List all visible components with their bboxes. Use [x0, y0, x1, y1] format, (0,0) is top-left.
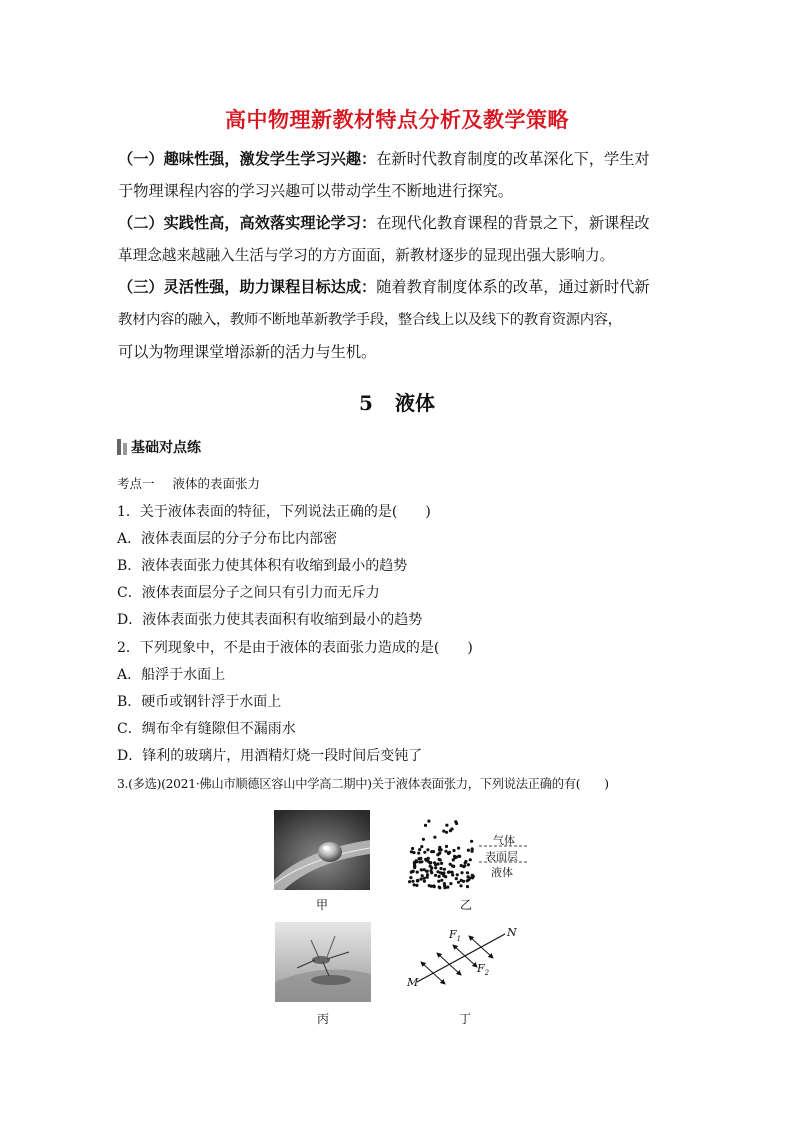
- ding-label-f2: [477, 962, 489, 977]
- question-2-stem: 2．下列现象中，不是由于液体的表面张力造成的是( ): [117, 640, 473, 656]
- molecule-dot: [428, 884, 431, 887]
- molecule-dot: [455, 877, 458, 880]
- molecule-dot: [426, 870, 429, 873]
- molecule-dot: [437, 862, 440, 865]
- ding-f1-letter: F: [449, 928, 457, 941]
- molecule-dot: [433, 861, 436, 864]
- molecule-dot: [468, 877, 471, 880]
- intro-text-1a: 在新时代教育制度的改革深化下，学生对: [376, 150, 650, 168]
- question-1-stem: 1．关于液体表面的特征，下列说法正确的是( ): [117, 504, 431, 520]
- ding-f1-sub: 1: [456, 935, 462, 944]
- molecule-dot: [429, 865, 432, 868]
- molecule-dot: [438, 846, 441, 849]
- molecule-dot: [439, 867, 442, 870]
- practice-heading: [117, 437, 201, 457]
- yi-label-surface: 表面层: [485, 850, 518, 863]
- question-2-option-a: A．船浮于水面上: [117, 667, 226, 683]
- molecule-dot: [467, 849, 470, 852]
- molecule-dot: [452, 858, 455, 861]
- molecule-dot: [420, 878, 423, 881]
- practice-label: 基础对点练: [131, 440, 201, 456]
- molecule-dot: [429, 861, 432, 864]
- molecule-dot: [416, 879, 419, 882]
- molecule-dot: [466, 879, 469, 882]
- figure-jia-droplet-photo: [274, 810, 370, 890]
- molecule-dot: [469, 858, 472, 861]
- molecule-dot: [440, 879, 443, 882]
- ding-label-f1: [449, 928, 461, 943]
- caption-jia: 甲: [315, 898, 328, 912]
- molecule-dot: [445, 845, 448, 848]
- intro-text-2a: 在现代化教育课程的背景之下，新课程改: [376, 214, 650, 232]
- molecule-dot: [452, 849, 455, 852]
- molecule-dot: [449, 829, 452, 832]
- intro-text-2b: 革理念越来越融入生活与学习的方方面面，新教材逐步的显现出强大影响力。: [118, 247, 615, 264]
- molecule-dot: [460, 871, 463, 874]
- ding-f2-sub: 2: [484, 969, 490, 978]
- molecule-dot: [409, 876, 412, 879]
- molecule-dot: [416, 871, 419, 874]
- molecule-dot: [433, 836, 436, 839]
- molecule-dot: [467, 863, 470, 866]
- intro-text-3b: 教材内容的融入，教师不断地革新教学手段，整合线上以及线下的教育资源内容，: [118, 312, 622, 328]
- molecule-dot: [408, 880, 411, 883]
- section-title: [0, 387, 794, 416]
- molecule-dot: [420, 868, 423, 871]
- molecule-dot: [455, 822, 458, 825]
- molecule-dot: [417, 857, 420, 860]
- molecule-dot: [440, 862, 443, 865]
- molecule-dot: [455, 856, 458, 859]
- molecule-dot: [462, 865, 465, 868]
- molecule-dot: [449, 882, 452, 885]
- molecule-dot: [456, 873, 459, 876]
- document-title: 高中物理新教材特点分析及教学策略: [225, 108, 569, 132]
- intro-text-3c: 可以为物理课堂增添新的活力与生机。: [118, 343, 377, 361]
- intro-paragraph-2: [118, 207, 678, 272]
- question-2-option-d: D．锋利的玻璃片，用酒精灯烧一段时间后变钝了: [117, 748, 423, 764]
- molecule-dot: [439, 858, 442, 861]
- molecule-dot: [432, 884, 435, 887]
- molecule-dot: [448, 870, 451, 873]
- molecule-dot: [420, 845, 423, 848]
- molecule-dot: [457, 881, 460, 884]
- question-1-option-c: C．液体表面层分子之间只有引力而无斥力: [117, 585, 380, 601]
- molecule-dot: [436, 870, 439, 873]
- intro-paragraph-1: [118, 143, 678, 207]
- molecule-dot: [462, 880, 465, 883]
- molecule-dot: [421, 874, 424, 877]
- molecule-dot: [470, 840, 473, 843]
- ding-label-n: N: [507, 926, 517, 939]
- molecule-dot: [427, 820, 430, 823]
- molecule-dot: [411, 880, 414, 883]
- molecule-dot: [471, 850, 474, 853]
- molecule-dot: [445, 824, 448, 827]
- molecule-dot: [434, 874, 437, 877]
- figure-ding-force-diagram: [405, 922, 535, 1002]
- molecule-dot: [430, 850, 433, 853]
- molecule-dot: [447, 852, 450, 855]
- section-name: 液体: [394, 391, 435, 415]
- caption-bing: 丙: [316, 1012, 329, 1026]
- molecule-dot: [451, 873, 454, 876]
- molecule-dot: [438, 851, 441, 854]
- question-3-stem: 3.(多选)(2021·佛山市顺德区容山中学高二期中)关于液体表面张力，下列说法正确的有( ): [117, 777, 609, 791]
- figure-bing-insect-photo: [275, 922, 371, 1002]
- molecule-dot: [457, 847, 460, 850]
- molecule-dot: [452, 865, 455, 868]
- intro-text-3a: 随着教育制度体系的改革，通过新时代新: [376, 278, 650, 296]
- molecule-dot: [438, 886, 441, 889]
- kaodian-topic: 液体的表面张力: [172, 476, 261, 491]
- molecule-dot: [423, 880, 426, 883]
- question-2-option-b: B．硬币或钢针浮于水面上: [117, 694, 282, 710]
- molecule-dot: [411, 847, 414, 850]
- question-2-option-c: C．绸布伞有缝隙但不漏雨水: [117, 721, 296, 737]
- molecule-dot: [415, 884, 418, 887]
- intro-text-1b: 于物理课程内容的学习兴趣可以带动学生不断地进行探究。: [118, 182, 513, 200]
- molecule-dot: [426, 876, 429, 879]
- intro-paragraph-3: [118, 271, 678, 368]
- molecule-dot: [443, 868, 446, 871]
- molecule-dot: [424, 824, 427, 827]
- molecule-dot: [442, 830, 445, 833]
- caption-yi: 乙: [459, 898, 472, 912]
- yi-label-liquid: 液体: [491, 866, 513, 879]
- molecule-dot: [423, 851, 426, 854]
- molecule-dot: [446, 886, 449, 889]
- molecule-dot: [417, 852, 420, 855]
- kaodian-label: 考点一: [117, 476, 155, 491]
- question-1-option-d: D．液体表面张力使其表面积有收缩到最小的趋势: [117, 612, 423, 628]
- question-1-option-b: B．液体表面张力使其体积有收缩到最小的趋势: [117, 558, 408, 574]
- molecule-dot: [466, 885, 469, 888]
- molecule-dot: [418, 848, 421, 851]
- molecule-dot: [413, 864, 416, 867]
- molecule-dot: [442, 874, 445, 877]
- molecule-dot: [410, 871, 413, 874]
- yi-label-gas: 气体: [493, 834, 515, 847]
- section-number: 5: [359, 391, 373, 415]
- molecule-dot: [466, 871, 469, 874]
- molecule-dot: [410, 850, 413, 853]
- kaodian-line: [117, 474, 278, 492]
- molecule-dot: [429, 869, 432, 872]
- bookmark-icon: [117, 439, 127, 455]
- molecule-dot: [422, 838, 425, 841]
- molecule-dot: [443, 886, 446, 889]
- molecule-dot: [464, 861, 467, 864]
- molecule-dot: [434, 866, 437, 869]
- molecule-dot: [438, 875, 441, 878]
- molecule-dot: [418, 860, 421, 863]
- intro-heading-2: （二）实践性高，高效落实理论学习：: [118, 214, 377, 232]
- molecule-dot: [471, 876, 474, 879]
- molecule-dot: [426, 848, 429, 851]
- molecule-dot: [424, 858, 427, 861]
- question-1-option-a: A．液体表面层的分子分布比内部密: [117, 531, 338, 547]
- intro-heading-3: （三）灵活性强，助力课程目标达成：: [118, 278, 377, 296]
- molecule-dot: [413, 883, 416, 886]
- molecule-dot: [437, 880, 440, 883]
- molecule-dot: [459, 884, 462, 887]
- figure-yi-molecules: [405, 818, 535, 890]
- ding-label-m: M: [407, 976, 419, 989]
- ding-f2-letter: F: [477, 962, 485, 975]
- caption-ding: 丁: [458, 1012, 471, 1026]
- intro-heading-1: （一）趣味性强，激发学生学习兴趣：: [118, 150, 377, 168]
- molecule-dot: [451, 871, 454, 874]
- molecule-dot: [423, 877, 426, 880]
